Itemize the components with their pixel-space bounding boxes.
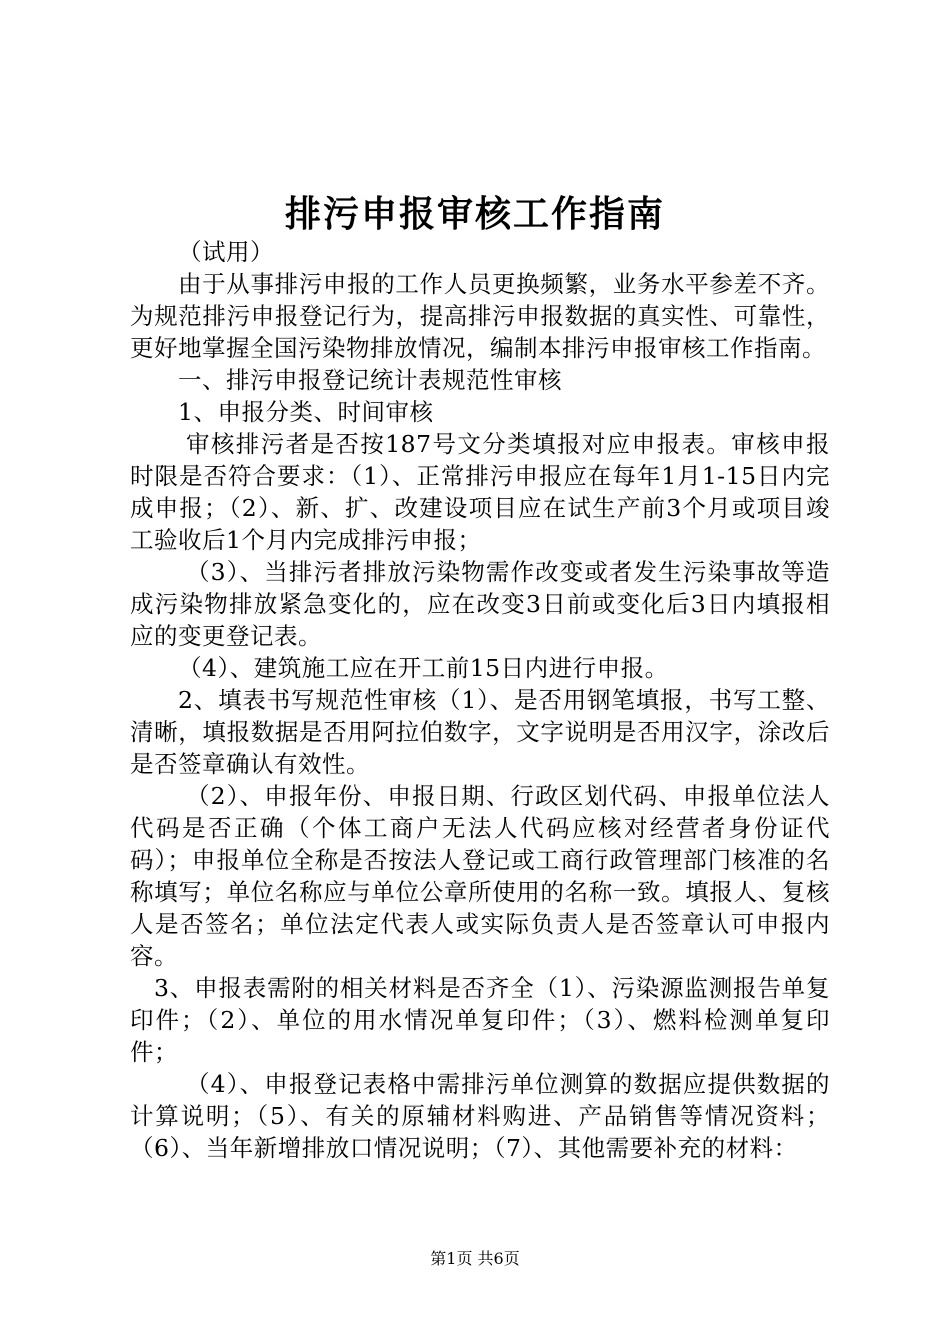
paragraph-item-3: （3）、当排污者排放污染物需作改变或者发生污染事故等造成污染物排放紧急变化的，应在改变3日前或变化后3日内填报相应的变更登记表。 bbox=[130, 558, 830, 650]
paragraph-materials-cont: （4）、申报登记表格中需排污单位测算的数据应提供数据的计算说明；（5）、有关的原辅材料购进、产品销售等情况资料；（6）、当年新增排放口情况说明；（7）、其他需要补充的材料： bbox=[130, 1070, 830, 1162]
trial-note: （试用） bbox=[178, 238, 274, 266]
page-footer: 第1页 共6页 bbox=[430, 1249, 520, 1268]
paragraph-item-4: （4）、建筑施工应在开工前15日内进行申报。 bbox=[178, 654, 669, 682]
paragraph-writing-norms: 2、填表书写规范性审核（1）、是否用钢笔填报，书写工整、清晰，填报数据是否用阿拉伯数字，文字说明是否用汉字，涂改后是否签章确认有效性。 bbox=[130, 686, 830, 778]
section-heading-1: 一、排污申报登记统计表规范性审核 bbox=[178, 366, 562, 394]
paragraph-classification: 审核排污者是否按187号文分类填报对应申报表。审核申报时限是否符合要求：（1）、正常排污申报应在每年1月1-15日内完成申报；（2）、新、扩、改建设项目应在试生产前3个月或项目竣工验收后1个月内完成排污申报； bbox=[130, 430, 830, 554]
intro-paragraph: 由于从事排污申报的工作人员更换频繁，业务水平参差不齐。为规范排污申报登记行为，提高排污申报数据的真实性、可靠性，更好地掌握全国污染物排放情况，编制本排污申报审核工作指南。 bbox=[130, 270, 830, 362]
subsection-heading-1: 1、申报分类、时间审核 bbox=[178, 398, 434, 426]
paragraph-codes: （2）、申报年份、申报日期、行政区划代码、申报单位法人代码是否正确（个体工商户无法人代码应核对经营者身份证代码）；申报单位全称是否按法人登记或工商行政管理部门核准的名称填写；单位名称应与单位公章所使用的名称一致。填报人、复核人是否签名；单位法定代表人或实际负责人是否签章认可申报内容。 bbox=[130, 782, 830, 970]
document-title: 排污申报审核工作指南 bbox=[284, 194, 665, 235]
document-body bbox=[130, 236, 830, 1164]
paragraph-materials: 3、申报表需附的相关材料是否齐全（1）、污染源监测报告单复印件；（2）、单位的用水情况单复印件；（3）、燃料检测单复印件； bbox=[130, 974, 830, 1066]
